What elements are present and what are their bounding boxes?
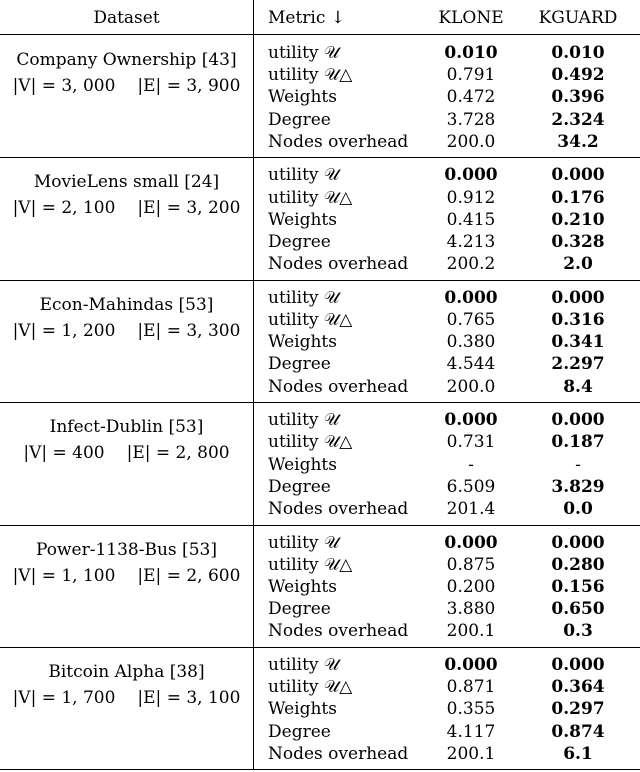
table-row (254, 454, 640, 476)
metric-label: Degree (268, 354, 331, 375)
table-row (254, 698, 640, 720)
kguard-value: 0.156 (551, 576, 605, 597)
dataset-group (0, 650, 640, 772)
dataset-group (0, 38, 640, 160)
dataset-group (0, 405, 640, 527)
table-row (254, 86, 640, 108)
table-row (254, 476, 640, 498)
table-row (254, 576, 640, 598)
klone-value: 200.0 (446, 131, 496, 152)
vertex-count: |V| = 2, 100 (12, 198, 116, 219)
dataset-group (0, 528, 640, 650)
kguard-value: 0.000 (551, 532, 605, 553)
dataset-group (0, 160, 640, 282)
metric-label: utility 𝒰 (268, 43, 340, 63)
table-row (254, 376, 640, 398)
kguard-value: - (575, 454, 581, 475)
metric-label: Weights (268, 332, 337, 353)
dataset-size (0, 319, 253, 343)
header-dataset: Dataset (93, 8, 160, 28)
table-row (254, 187, 640, 209)
metric-label: Nodes overhead (268, 743, 409, 764)
kguard-value: 0.316 (551, 309, 605, 330)
klone-value: 201.4 (446, 498, 496, 519)
table-row (254, 253, 640, 275)
klone-value: 3.728 (446, 109, 496, 130)
vertex-count: |V| = 3, 000 (12, 76, 116, 96)
kguard-value: 34.2 (557, 131, 599, 152)
klone-value: 0.791 (446, 65, 496, 86)
klone-value: 200.2 (446, 254, 496, 275)
table-row (254, 131, 640, 153)
dataset-name: Power-1138-Bus [53] (36, 539, 217, 560)
kguard-value: 6.1 (563, 743, 593, 764)
kguard-value: 0.176 (551, 187, 605, 208)
table-row (254, 64, 640, 86)
table-row (254, 209, 640, 231)
klone-value: 6.509 (446, 476, 496, 497)
header-rule (0, 34, 640, 35)
metric-label: Weights (268, 209, 337, 230)
klone-value: 0.765 (446, 309, 496, 330)
edge-count: |E| = 2, 600 (137, 565, 241, 586)
table-row (254, 431, 640, 453)
metric-label: utility 𝒰 (268, 410, 340, 431)
header-metric: Metric ↓ (268, 8, 346, 28)
metric-label: utility 𝒰 (268, 165, 340, 186)
metric-label: utility 𝒰 (268, 532, 340, 553)
metric-label: Degree (268, 599, 331, 620)
table-row (254, 598, 640, 620)
table-row (254, 743, 640, 765)
metric-label: utility 𝒰△ (268, 187, 353, 208)
klone-value: 200.1 (446, 743, 496, 764)
metric-label: Nodes overhead (268, 621, 409, 642)
vertex-count: |V| = 1, 100 (12, 565, 116, 586)
metric-label: Degree (268, 231, 331, 252)
table-row (254, 721, 640, 743)
klone-value: 0.912 (446, 187, 496, 208)
kguard-value: 0.297 (551, 699, 605, 720)
metric-label: utility 𝒰△ (268, 677, 353, 698)
klone-value: 3.880 (446, 599, 496, 620)
table-row (254, 620, 640, 642)
klone-value: 0.200 (446, 576, 496, 597)
klone-value: 4.213 (446, 231, 496, 252)
klone-value: 0.871 (446, 677, 496, 698)
metric-label: Weights (268, 87, 337, 108)
kguard-value: 2.0 (563, 254, 593, 275)
dataset-name: Econ-Mahindas [53] (39, 294, 214, 315)
metric-label: Degree (268, 109, 331, 130)
kguard-value: 0.396 (551, 87, 605, 108)
dataset-name: MovieLens small [24] (33, 172, 220, 193)
table-row (254, 353, 640, 375)
vertex-count: |V| = 1, 700 (12, 688, 116, 708)
metric-label: Nodes overhead (268, 131, 409, 152)
kguard-value: 0.187 (551, 432, 605, 453)
metric-label: Nodes overhead (268, 254, 409, 275)
klone-value: 0.000 (444, 410, 498, 431)
klone-value: 0.415 (446, 209, 496, 230)
klone-value: 0.000 (444, 287, 498, 308)
dataset-group (0, 283, 640, 405)
dataset-size (0, 196, 253, 220)
metric-label: utility 𝒰△ (268, 432, 353, 453)
dataset-size (0, 686, 253, 710)
edge-count: |E| = 3, 100 (137, 688, 241, 708)
header-kguard: KGUARD (538, 8, 618, 28)
vertex-count: |V| = 1, 200 (12, 320, 116, 341)
group-rule (0, 647, 640, 648)
metric-label: Degree (268, 476, 331, 497)
table-row (254, 676, 640, 698)
table-row (254, 498, 640, 520)
vertex-count: |V| = 400 (23, 443, 105, 464)
klone-value: 0.010 (444, 43, 498, 63)
metric-label: Weights (268, 699, 337, 720)
kguard-value: 0.000 (551, 165, 605, 186)
kguard-value: 0.0 (563, 498, 593, 519)
table-row (254, 309, 640, 331)
klone-value: 0.875 (446, 554, 496, 575)
group-rule (0, 769, 640, 770)
group-rule (0, 402, 640, 403)
kguard-value: 3.829 (551, 476, 605, 497)
kguard-value: 0.492 (551, 65, 605, 86)
klone-value: 200.1 (446, 621, 496, 642)
metric-label: utility 𝒰△ (268, 554, 353, 575)
kguard-value: 0.650 (551, 599, 605, 620)
table-row (254, 287, 640, 309)
group-rule (0, 157, 640, 158)
dataset-size (0, 564, 253, 588)
metric-label: Nodes overhead (268, 498, 409, 519)
metric-label: Weights (268, 576, 337, 597)
table-row (254, 109, 640, 131)
group-rule (0, 280, 640, 281)
klone-value: 0.472 (446, 87, 496, 108)
klone-value: 4.117 (446, 721, 496, 742)
edge-count: |E| = 3, 900 (137, 76, 241, 96)
metric-label: utility 𝒰 (268, 655, 340, 675)
klone-value: 0.380 (446, 332, 496, 353)
edge-count: |E| = 3, 300 (137, 320, 241, 341)
kguard-value: 0.000 (551, 655, 605, 675)
kguard-value: 2.324 (551, 109, 605, 130)
klone-value: 0.000 (444, 532, 498, 553)
table-row (254, 654, 640, 676)
klone-value: 200.0 (446, 376, 496, 397)
table-row (254, 409, 640, 431)
kguard-value: 0.328 (551, 231, 605, 252)
kguard-value: 8.4 (563, 376, 593, 397)
dataset-name: Bitcoin Alpha [38] (48, 662, 205, 682)
klone-value: 0.355 (446, 699, 496, 720)
metric-label: Degree (268, 721, 331, 742)
metric-label: utility 𝒰 (268, 287, 340, 308)
kguard-value: 0.000 (551, 287, 605, 308)
kguard-value: 0.010 (551, 43, 605, 63)
kguard-value: 0.874 (551, 721, 605, 742)
kguard-value: 0.210 (551, 209, 605, 230)
klone-value: - (468, 454, 474, 475)
table-row (254, 532, 640, 554)
metric-label: Nodes overhead (268, 376, 409, 397)
kguard-value: 0.341 (551, 332, 605, 353)
kguard-value: 0.000 (551, 410, 605, 431)
metric-label: utility 𝒰△ (268, 309, 353, 330)
table-row (254, 42, 640, 64)
dataset-size (0, 441, 253, 465)
dataset-size (0, 74, 253, 98)
metric-label: Weights (268, 454, 337, 475)
table-row (254, 164, 640, 186)
table-row (254, 554, 640, 576)
klone-value: 0.000 (444, 655, 498, 675)
kguard-value: 0.364 (551, 677, 605, 698)
kguard-value: 2.297 (551, 354, 605, 375)
kguard-value: 0.280 (551, 554, 605, 575)
metric-label: utility 𝒰△ (268, 65, 353, 86)
dataset-name: Infect-Dublin [53] (49, 417, 204, 438)
klone-value: 4.544 (446, 354, 496, 375)
kguard-value: 0.3 (563, 621, 593, 642)
edge-count: |E| = 3, 200 (137, 198, 241, 219)
klone-value: 0.731 (446, 432, 496, 453)
dataset-name: Company Ownership [43] (16, 50, 237, 70)
table-row (254, 231, 640, 253)
table-row (254, 331, 640, 353)
header-klone: KLONE (438, 8, 504, 28)
group-rule (0, 525, 640, 526)
edge-count: |E| = 2, 800 (126, 443, 230, 464)
klone-value: 0.000 (444, 165, 498, 186)
